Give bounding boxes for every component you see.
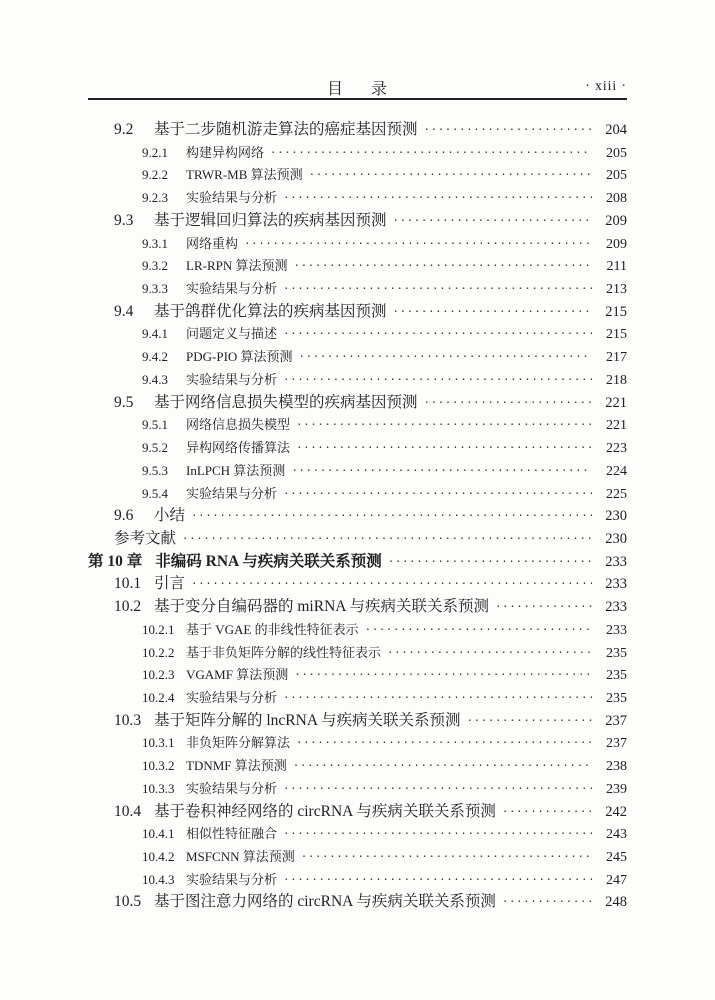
toc-entry-10.2.2 [88, 642, 627, 665]
toc-entry-title: 小结 [154, 507, 186, 525]
toc-entry-title: 参考文献 [114, 529, 177, 547]
toc-entry-number: 9.5.2 [142, 440, 168, 456]
dot-leader [284, 778, 592, 801]
dot-leader [183, 528, 592, 551]
toc-entry-number: 9.2.2 [142, 167, 168, 183]
toc-list [88, 119, 627, 914]
toc-entry-10.3 [88, 710, 627, 733]
dot-leader [245, 233, 592, 256]
toc-entry-page: 233 [605, 576, 627, 593]
toc-entry-title: 基于鸽群优化算法的疾病基因预测 [154, 302, 387, 320]
dot-leader [284, 869, 592, 892]
toc-entry-page: 248 [605, 894, 627, 911]
toc-entry-page: 237 [605, 712, 627, 729]
dot-leader [284, 823, 592, 846]
toc-entry-number: 10.3 [114, 711, 142, 729]
dot-leader [388, 642, 592, 665]
dot-leader [468, 710, 592, 733]
toc-entry-title: 构建异构网络 [186, 144, 265, 160]
toc-entry-page: 205 [606, 168, 627, 184]
toc-entry-number: 第 10 章 [88, 552, 143, 570]
toc-entry-number: 9.4.2 [142, 349, 168, 365]
toc-entry-参考文献 [88, 528, 627, 551]
toc-entry-number: 9.5.4 [142, 485, 168, 501]
toc-entry-title: 基于非负矩阵分解的线性特征表示 [186, 644, 382, 660]
toc-entry-number: 10.4.1 [142, 826, 175, 842]
toc-entry-9.3.2 [88, 255, 627, 278]
toc-entry-9.4.3 [88, 369, 627, 392]
toc-entry-title: 实验结果与分析 [186, 190, 278, 206]
toc-entry-page: 209 [606, 236, 627, 252]
toc-entry-page: 230 [605, 530, 627, 547]
toc-entry-number: 9.3.1 [142, 235, 168, 251]
toc-entry-9.3.3 [88, 278, 627, 301]
toc-entry-title: 基于卷积神经网络的 circRNA 与疾病关联关系预测 [154, 802, 496, 820]
toc-entry-10.4.1 [88, 823, 627, 846]
toc-entry-9.4.2 [88, 346, 627, 369]
toc-entry-9.3.1 [88, 233, 627, 256]
toc-entry-title: 实验结果与分析 [186, 871, 278, 887]
toc-entry-title: 实验结果与分析 [186, 281, 278, 297]
toc-entry-9.6 [88, 505, 627, 528]
dot-leader [284, 483, 592, 506]
toc-entry-title: 异构网络传播算法 [186, 440, 291, 456]
running-head [88, 74, 627, 100]
toc-entry-page: 225 [606, 486, 627, 502]
toc-entry-page: 235 [606, 690, 627, 706]
toc-entry-page: 243 [606, 827, 627, 843]
dot-leader [503, 891, 592, 914]
dot-leader [503, 801, 592, 824]
toc-entry-title: MSFCNN 算法预测 [186, 849, 295, 864]
dot-leader [192, 573, 592, 596]
toc-entry-title: 非编码 RNA 与疾病关联关系预测 [155, 552, 382, 570]
toc-entry-title: 网络信息损失模型 [186, 417, 291, 433]
toc-entry-title: 非负矩阵分解算法 [186, 735, 291, 751]
toc-entry-9.2.3 [88, 187, 627, 210]
dot-leader [366, 619, 592, 642]
toc-entry-page: 224 [606, 463, 627, 479]
toc-entry-page: 233 [605, 599, 627, 616]
toc-entry-title: 基于逻辑回归算法的疾病基因预测 [154, 211, 387, 229]
toc-entry-number: 10.3.3 [142, 780, 175, 796]
toc-entry-number: 9.3 [114, 211, 134, 229]
toc-entry-10.4.2 [88, 846, 627, 869]
dot-leader [292, 460, 592, 483]
toc-entry-page: 235 [606, 645, 627, 661]
toc-entry-title: 实验结果与分析 [186, 371, 278, 387]
toc-entry-page: 247 [606, 872, 627, 888]
dot-leader [297, 437, 592, 460]
toc-entry-page: 233 [606, 622, 627, 638]
toc-entry-number: 10.2.1 [142, 621, 175, 637]
toc-entry-page: 215 [605, 303, 627, 320]
toc-entry-9.4.1 [88, 323, 627, 346]
dot-leader [284, 278, 592, 301]
toc-entry-page: 223 [606, 441, 627, 457]
toc-entry-title: InLPCH 算法预测 [186, 462, 286, 478]
toc-entry-9.2.1 [88, 142, 627, 165]
toc-entry-number: 9.5.1 [142, 417, 168, 433]
toc-entry-page: 218 [606, 372, 627, 388]
toc-entry-10.3.3 [88, 778, 627, 801]
toc-entry-number: 9.5.3 [142, 462, 168, 478]
toc-entry-title: TDNMF 算法预测 [186, 758, 287, 774]
toc-entry-page: 242 [605, 803, 627, 820]
toc-entry-number: 9.4.1 [142, 326, 168, 342]
toc-entry-page: 208 [606, 191, 627, 207]
toc-entry-number: 10.1 [114, 575, 142, 593]
dot-leader [425, 119, 592, 142]
dot-leader [302, 846, 592, 869]
toc-entry-9.5.1 [88, 414, 627, 437]
toc-entry-page: 211 [606, 259, 627, 275]
toc-entry-10.2.1 [88, 619, 627, 642]
toc-entry-number: 9.4.3 [142, 371, 168, 387]
toc-entry-page: 235 [606, 668, 627, 684]
toc-entry-9.2.2 [88, 164, 627, 187]
toc-entry-page: 221 [606, 418, 627, 434]
toc-entry-title: PDG-PIO 算法预测 [186, 349, 293, 365]
toc-entry-number: 10.2.3 [142, 667, 175, 683]
dot-leader [300, 346, 592, 369]
dot-leader [294, 755, 592, 778]
folio-page-number: · xiii · [585, 78, 627, 93]
toc-entry-9.3 [88, 210, 627, 233]
toc-entry-10.3.1 [88, 732, 627, 755]
toc-entry-number: 10.4.3 [142, 871, 175, 887]
dot-leader [284, 323, 592, 346]
toc-entry-page: 215 [606, 327, 627, 343]
toc-entry-page: 239 [606, 781, 627, 797]
toc-entry-number: 10.2.4 [142, 689, 175, 705]
toc-entry-title: 基于变分自编码器的 miRNA 与疾病关联关系预测 [154, 598, 489, 616]
toc-entry-number: 10.3.2 [142, 758, 175, 774]
toc-entry-page: 230 [605, 508, 627, 525]
toc-entry-9.4 [88, 301, 627, 324]
toc-entry-10.2.4 [88, 687, 627, 710]
toc-entry-number: 10.3.1 [142, 735, 175, 751]
toc-entry-10.4.3 [88, 869, 627, 892]
toc-entry-number: 9.3.3 [142, 281, 168, 297]
dot-leader [284, 687, 592, 710]
toc-entry-number: 9.2 [114, 121, 134, 138]
toc-entry-number: 9.4 [114, 302, 134, 320]
toc-entry-10.2 [88, 596, 627, 619]
toc-entry-title: TRWR-MB 算法预测 [186, 167, 303, 183]
toc-entry-title: 相似性特征融合 [186, 826, 278, 842]
toc-entry-title: 基于二步随机游走算法的癌症基因预测 [154, 121, 418, 138]
page-title: 目 录 [326, 81, 388, 98]
toc-entry-10.4 [88, 801, 627, 824]
toc-entry-9.5 [88, 392, 627, 415]
toc-entry-title: 基于 VGAE 的非线性特征表示 [186, 621, 359, 637]
toc-entry-page: 245 [606, 850, 627, 865]
dot-leader [425, 392, 592, 415]
dot-leader [496, 596, 592, 619]
toc-entry-page: 238 [606, 759, 627, 775]
toc-entry-title: 网络重构 [186, 235, 239, 251]
toc-entry-number: 10.4 [114, 802, 142, 820]
toc-entry-number: 10.2 [114, 598, 142, 616]
page-content [88, 74, 627, 914]
toc-entry-number: 9.3.2 [142, 258, 168, 274]
toc-entry-number: 9.5 [114, 393, 134, 411]
dot-leader [295, 664, 592, 687]
toc-entry-10.1 [88, 573, 627, 596]
toc-entry-page: 205 [606, 145, 627, 161]
toc-entry-title: VGAMF 算法预测 [186, 667, 289, 683]
toc-entry-number: 10.2.2 [142, 644, 175, 660]
toc-entry-title: 引言 [154, 575, 186, 593]
dot-leader [294, 255, 592, 278]
dot-leader [310, 164, 592, 187]
toc-entry-9.5.4 [88, 483, 627, 506]
toc-entry-number: 10.5 [114, 893, 142, 911]
toc-entry-number: 9.6 [114, 507, 134, 525]
toc-entry-number: 9.2.3 [142, 190, 168, 206]
toc-entry-title: 实验结果与分析 [186, 485, 278, 501]
toc-entry-page: 213 [606, 282, 627, 298]
dot-leader [192, 505, 592, 528]
toc-entry-title: 问题定义与描述 [186, 326, 278, 342]
dot-leader [297, 732, 592, 755]
toc-entry-page: 221 [605, 394, 627, 411]
dot-leader [284, 187, 592, 210]
toc-entry-9.5.3 [88, 460, 627, 483]
toc-entry-page: 204 [605, 122, 627, 138]
toc-entry-page: 237 [606, 736, 627, 752]
dot-leader [394, 301, 592, 324]
toc-entry-title: 实验结果与分析 [186, 780, 278, 796]
dot-leader [284, 369, 592, 392]
toc-entry-page: 233 [605, 553, 627, 570]
toc-entry-9.5.2 [88, 437, 627, 460]
toc-entry-number: 9.2.1 [142, 144, 168, 160]
toc-entry-title: 基于图注意力网络的 circRNA 与疾病关联关系预测 [154, 893, 496, 911]
toc-entry-title: 基于网络信息损失模型的疾病基因预测 [154, 393, 418, 411]
toc-entry-title: 实验结果与分析 [186, 689, 278, 705]
toc-entry-9.2 [88, 119, 627, 142]
toc-entry-number: 10.4.2 [142, 849, 175, 864]
toc-entry-page: 217 [606, 350, 627, 366]
toc-entry-10.3.2 [88, 755, 627, 778]
toc-entry-10.5 [88, 891, 627, 914]
toc-entry-title: LR-RPN 算法预测 [186, 258, 288, 274]
dot-leader [389, 551, 592, 574]
dot-leader [271, 142, 592, 165]
dot-leader [394, 210, 592, 233]
toc-entry-10.2.3 [88, 664, 627, 687]
toc-entry-title: 基于矩阵分解的 lncRNA 与疾病关联关系预测 [154, 711, 461, 729]
dot-leader [297, 414, 592, 437]
toc-entry-第 10 章 [88, 551, 627, 574]
toc-entry-page: 209 [605, 212, 627, 229]
